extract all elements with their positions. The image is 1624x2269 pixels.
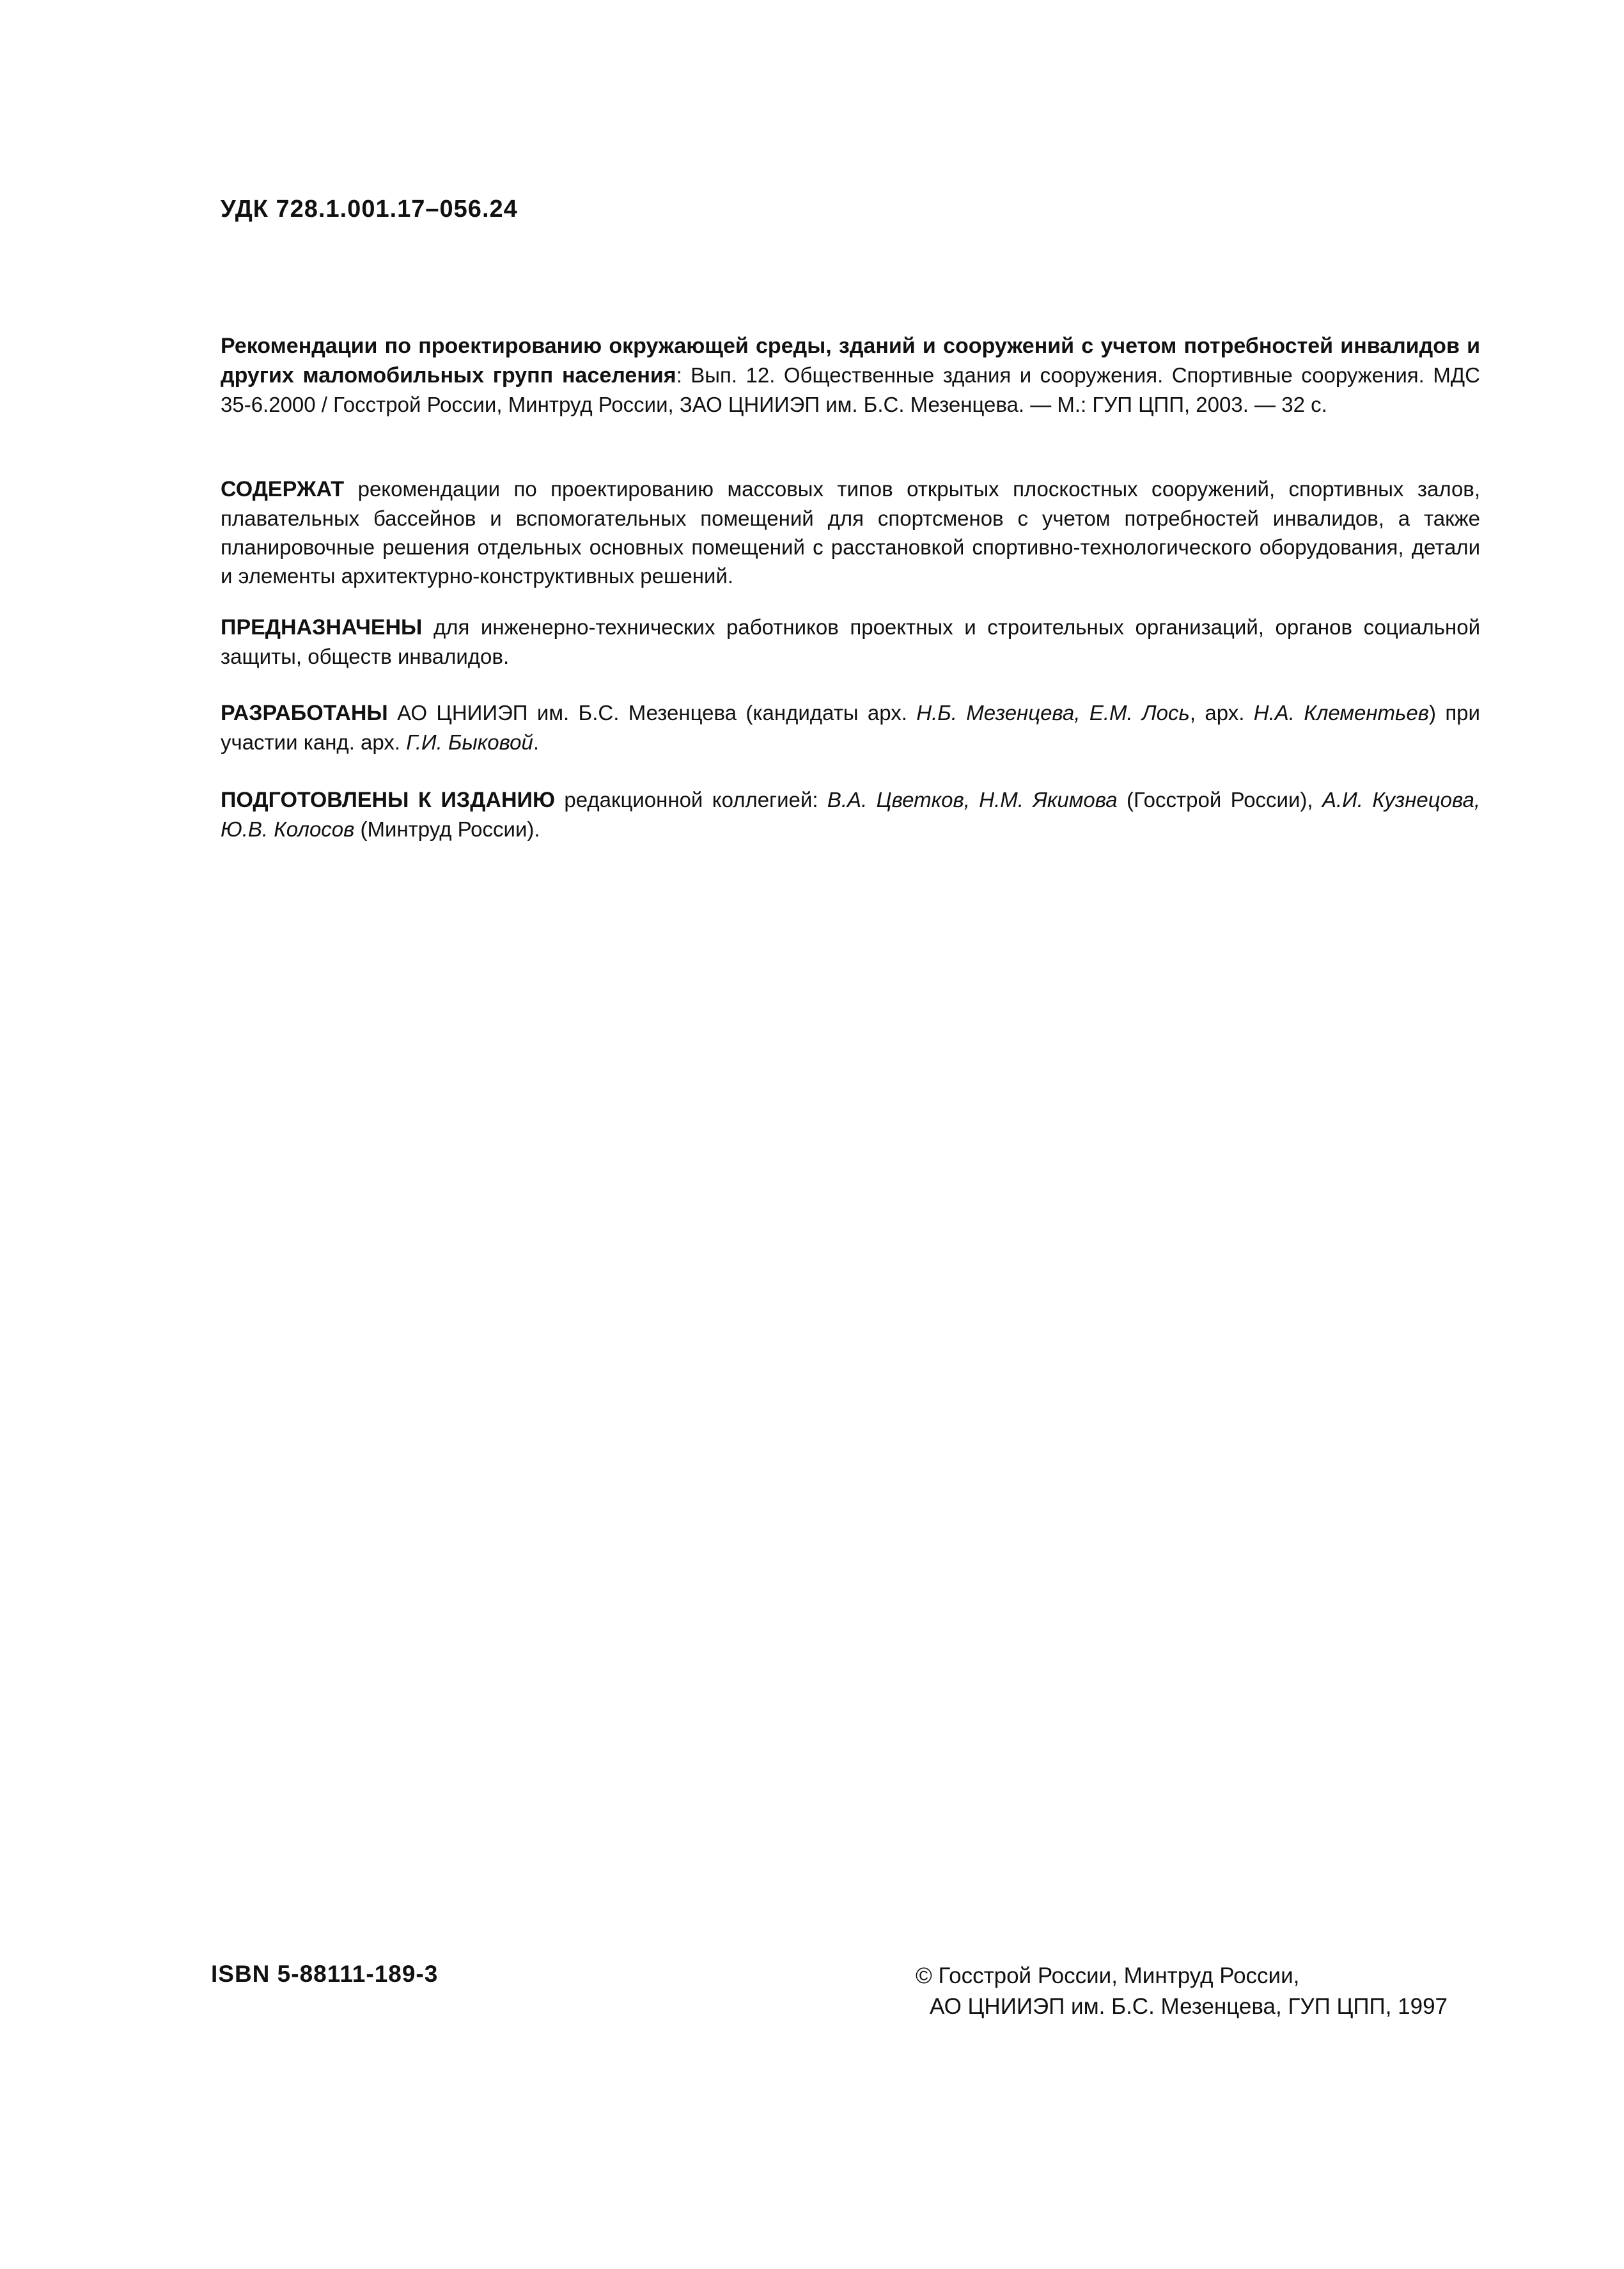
isbn: ISBN 5-88111-189-3 xyxy=(211,1961,439,1987)
developed-text-4: . xyxy=(533,730,540,754)
contains-lead: СОДЕРЖАТ xyxy=(221,477,345,501)
contains-paragraph xyxy=(221,475,1480,590)
bibliographic-reference xyxy=(221,331,1480,419)
developed-text-2: , арх. xyxy=(1189,701,1254,725)
intended-text: для инженерно-технических работников проектных и строительных организаций, органов социальной защиты, обществ инвалидов. xyxy=(221,615,1480,668)
developed-authors-2: Н.А. Клементьев xyxy=(1253,701,1429,725)
developed-paragraph xyxy=(221,698,1480,757)
prepared-text-1: редакционной коллегией: xyxy=(555,788,827,812)
prepared-editors-1: В.А. Цветков, Н.М. Якимова xyxy=(827,788,1118,812)
reference-title: Рекомендации по проектированию окружающей среды, зданий и сооружений с учетом потребностей инвалидов и других маломобильных групп населения xyxy=(221,334,1480,388)
intended-paragraph xyxy=(221,613,1480,671)
contains-text: рекомендации по проектированию массовых типов открытых плоскостных сооружений, спортивных залов, плавательных бассейнов и вспомогательных помещений для спортсменов с учетом потребностей инвалидов, а также планировочные решения отдельных основных помещений с расстановкой спортивно-технологического оборудования, детали и элементы архитектурно-конструктивных решений. xyxy=(221,477,1480,588)
intended-lead: ПРЕДНАЗНАЧЕНЫ xyxy=(221,615,423,640)
developed-text-3: ) при участии канд. арх. xyxy=(221,701,1480,754)
developed-authors-1: Н.Б. Мезенцева, Е.М. Лось xyxy=(916,701,1190,725)
developed-text-1: АО ЦНИИЭП им. Б.С. Мезенцева (кандидаты арх. xyxy=(387,701,917,725)
developed-authors-3: Г.И. Быковой xyxy=(406,730,533,754)
reference-details: : Вып. 12. Общественные здания и сооружения. Спортивные сооружения. МДС 35-6.2000 / Госстрой России, Минтруд России, ЗАО ЦНИИЭП им. Б.С. Мезенцева. — М.: ГУП ЦПП, 2003. — 32 с. xyxy=(221,363,1480,416)
prepared-text-3: (Минтруд России). xyxy=(354,817,540,841)
copyright-line-1: © Госстрой России, Минтруд России, xyxy=(916,1963,1300,1988)
prepared-paragraph xyxy=(221,785,1480,844)
prepared-text-2: (Госстрой России), xyxy=(1117,788,1322,812)
prepared-editors-2: А.И. Кузнецова, Ю.В. Колосов xyxy=(221,788,1481,841)
copyright-line-2: АО ЦНИИЭП им. Б.С. Мезенцева, ГУП ЦПП, 1997 xyxy=(930,1994,1448,2019)
udk-code: УДК 728.1.001.17–056.24 xyxy=(221,196,518,223)
copyright xyxy=(916,1961,1448,2022)
prepared-lead: ПОДГОТОВЛЕНЫ К ИЗДАНИЮ xyxy=(221,788,556,812)
developed-lead: РАЗРАБОТАНЫ xyxy=(221,701,388,725)
